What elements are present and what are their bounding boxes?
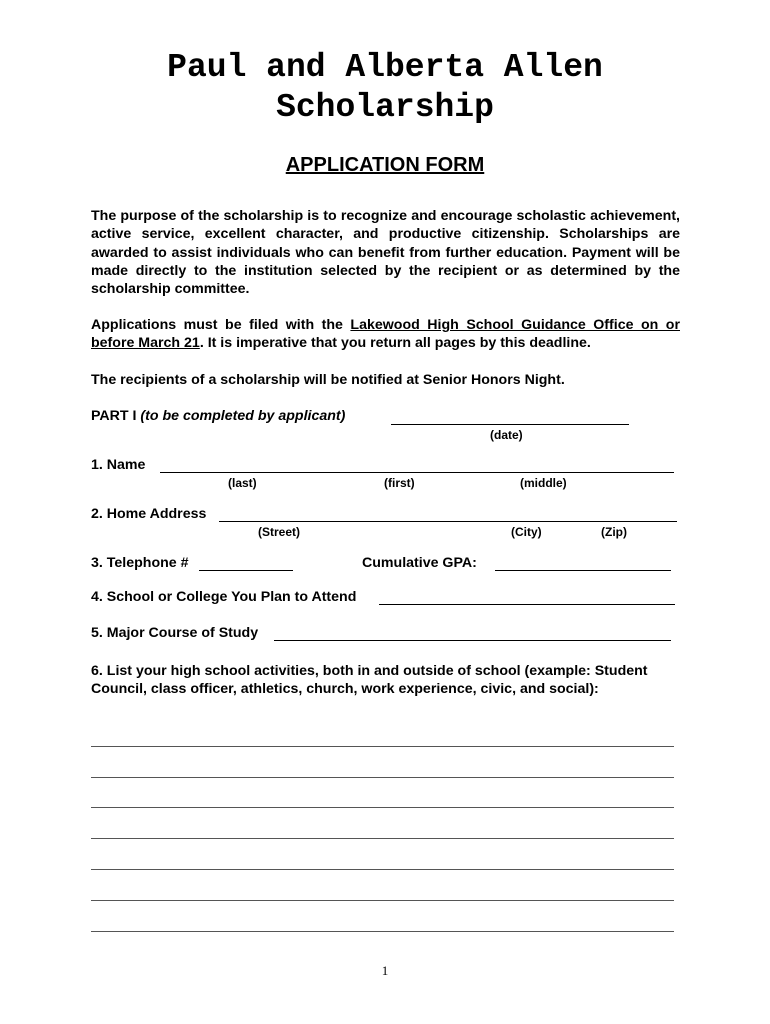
filing-paragraph: [91, 316, 680, 353]
purpose-paragraph: The purpose of the scholarship is to recognize and encourage scholastic achievement, active service, excellent character, and productive citizenship. Scholarships are awarded to assist individuals who can benefit from further education. Payment will be made directly to the institution selected by the recipient or as determined by the scholarship committee.: [91, 208, 680, 298]
school-label: 4. School or College You Plan to Attend: [91, 589, 357, 605]
filing-prefix: Applications must be filed with the: [91, 317, 351, 333]
title-line-1: Paul and Alberta Allen: [167, 49, 603, 86]
major-label: 5. Major Course of Study: [91, 625, 259, 641]
major-field[interactable]: [274, 640, 671, 641]
address-field[interactable]: [219, 521, 677, 522]
address-zip-caption: (Zip): [601, 525, 627, 539]
gpa-label: Cumulative GPA:: [362, 555, 477, 571]
name-last-caption: (last): [228, 476, 257, 490]
address-city-caption: (City): [511, 525, 542, 539]
scholarship-title: [0, 48, 770, 128]
telephone-field[interactable]: [199, 570, 293, 571]
activities-line-1[interactable]: [91, 746, 674, 747]
activities-line-4[interactable]: [91, 838, 674, 839]
date-caption: (date): [490, 428, 523, 442]
name-middle-caption: (middle): [520, 476, 567, 490]
activities-line-6[interactable]: [91, 900, 674, 901]
filing-suffix: . It is imperative that you return all pages by this deadline.: [199, 335, 591, 352]
notification-paragraph: The recipients of a scholarship will be notified at Senior Honors Night.: [91, 372, 565, 388]
date-field[interactable]: [391, 424, 629, 425]
part1-instruction: (to be completed by applicant): [140, 408, 346, 424]
address-street-caption: (Street): [258, 525, 301, 539]
activities-label: 6. List your high school activities, both in and outside of school (example: Student Council, class officer, athletics, church, work experience, civic, and social):: [91, 663, 648, 698]
gpa-field[interactable]: [495, 570, 671, 571]
activities-line-2[interactable]: [91, 777, 674, 778]
page-number: 1: [381, 963, 389, 978]
address-label: 2. Home Address: [91, 506, 207, 522]
name-first-caption: (first): [384, 476, 415, 490]
telephone-label: 3. Telephone #: [91, 555, 189, 571]
activities-line-3[interactable]: [91, 807, 674, 808]
filing-deadline: Lakewood High School Guidance Office on or before March 21: [91, 317, 680, 352]
school-field[interactable]: [379, 604, 675, 605]
part1-heading: [91, 408, 345, 424]
name-field[interactable]: [160, 472, 674, 473]
activities-line-5[interactable]: [91, 869, 674, 870]
part1-label: PART I: [91, 408, 141, 424]
title-line-2: Scholarship: [276, 89, 494, 126]
name-label: 1. Name: [91, 457, 146, 473]
form-subtitle: APPLICATION FORM: [285, 154, 485, 176]
activities-line-7[interactable]: [91, 931, 674, 932]
